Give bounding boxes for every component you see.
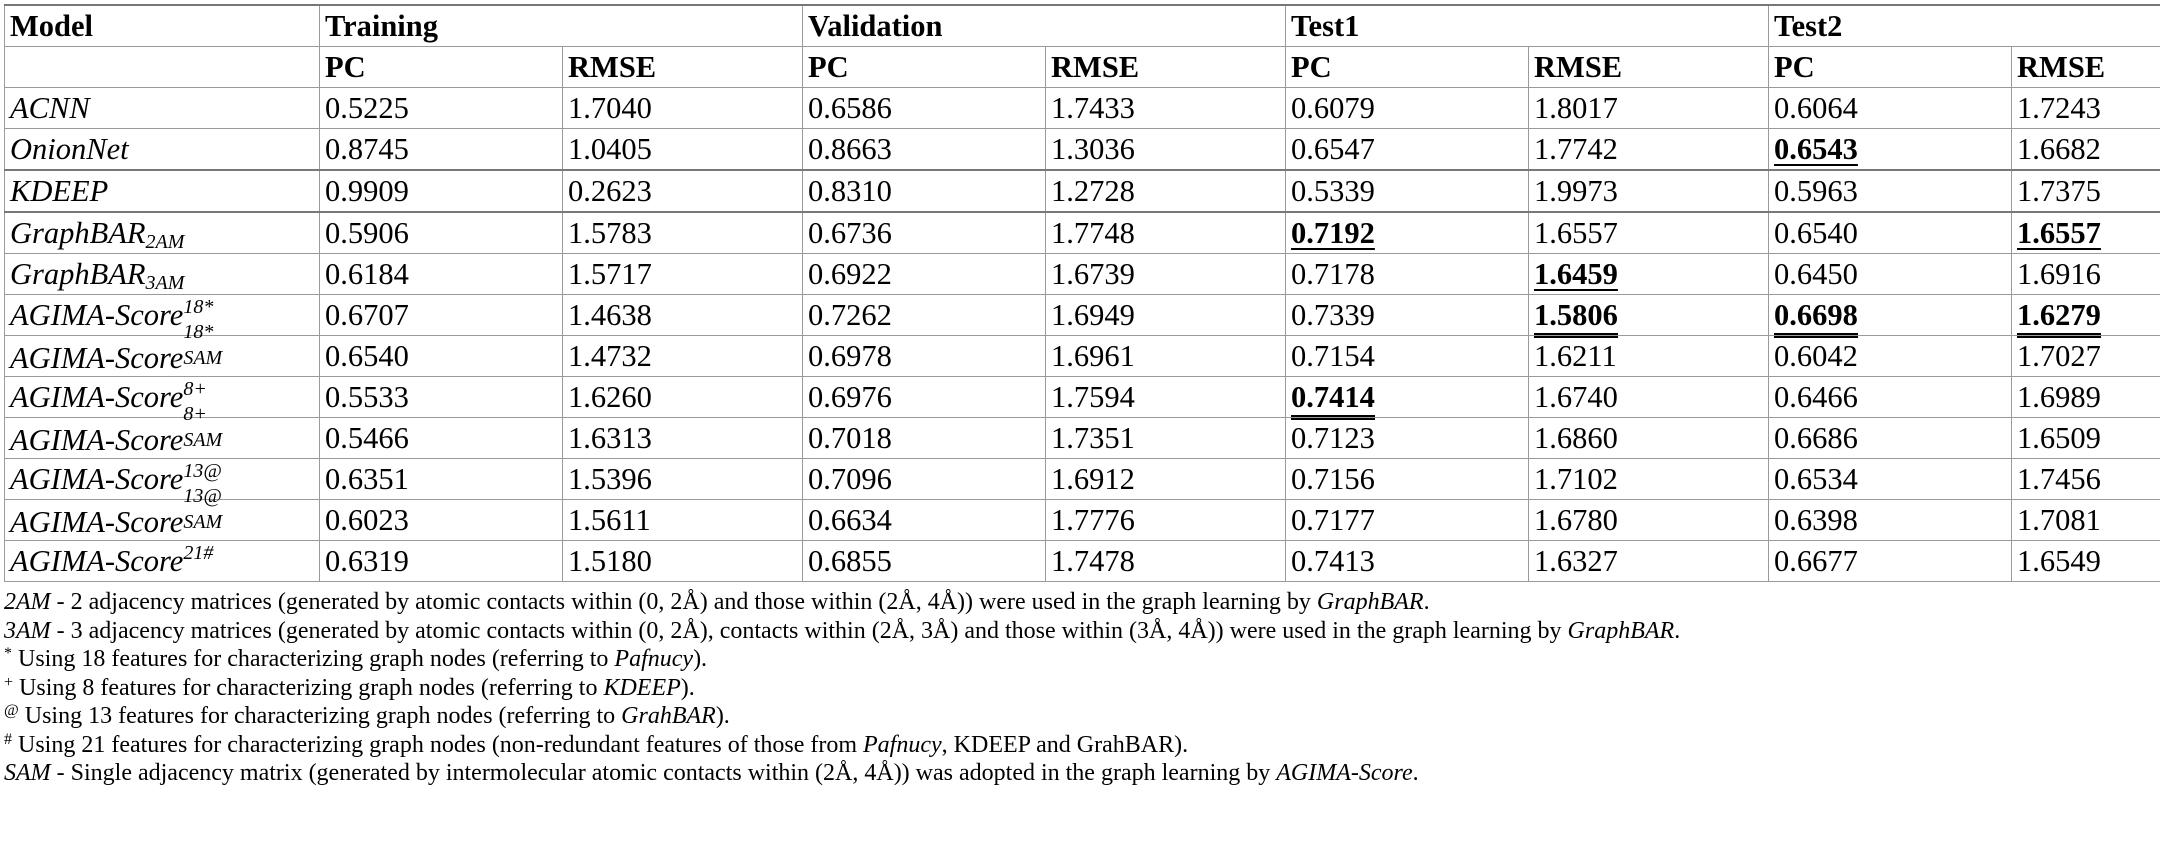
model-superscript: 8+	[183, 378, 207, 400]
value-cell	[320, 295, 563, 336]
value-cell	[563, 129, 803, 171]
model-name: GraphBAR	[10, 216, 146, 250]
value-cell	[1769, 418, 2012, 459]
value-cell	[563, 418, 803, 459]
header-group-test1: Test1	[1286, 5, 1769, 47]
model-subscript: SAM	[183, 512, 222, 532]
value-cell	[803, 500, 1046, 541]
metric-value: 1.6912	[1051, 462, 1135, 496]
metric-value: 1.6682	[2017, 132, 2101, 166]
metric-value: 0.6586	[808, 91, 892, 125]
footnote-end: .	[1674, 618, 1680, 644]
metric-value: 0.7178	[1291, 257, 1375, 291]
footnote-end: .	[1424, 589, 1430, 615]
metric-value: 0.6398	[1774, 503, 1858, 537]
footnote-reference: GraphBAR	[1317, 589, 1424, 615]
value-cell	[1286, 500, 1529, 541]
value-cell	[1046, 459, 1286, 500]
value-cell	[2012, 336, 2160, 377]
metric-value: 1.6211	[1534, 339, 1617, 373]
footnote	[4, 731, 2156, 760]
footnote	[4, 759, 2156, 788]
value-cell	[1286, 88, 1529, 129]
metric-value: 0.7413	[1291, 544, 1375, 578]
model-name: GraphBAR	[10, 257, 146, 291]
value-cell	[1529, 212, 1769, 254]
value-cell	[320, 500, 563, 541]
table-body	[5, 88, 2160, 582]
footnote-reference: KDEEP	[603, 675, 680, 701]
value-cell	[803, 295, 1046, 336]
header-row-metrics	[5, 47, 2160, 88]
metric-value: 1.7748	[1051, 216, 1135, 250]
value-cell	[563, 88, 803, 129]
value-cell	[1529, 170, 1769, 212]
value-cell	[803, 377, 1046, 418]
metric-value: 0.6543	[1774, 132, 1858, 166]
value-cell	[803, 88, 1046, 129]
footnote-reference: AGIMA-Score	[1276, 760, 1412, 786]
model-superscript: 21#	[183, 542, 213, 564]
footnote-end: ).	[716, 703, 730, 729]
footnote-text: - Single adjacency matrix (generated by intermolecular atomic contacts within (2Å, 4Å)) was adopted in the graph learning by	[51, 760, 1277, 786]
header-metric: RMSE	[1529, 47, 1769, 88]
value-cell	[2012, 212, 2160, 254]
value-cell	[1529, 336, 1769, 377]
value-cell	[563, 500, 803, 541]
value-cell	[803, 170, 1046, 212]
model-name-cell	[5, 500, 320, 541]
metric-value: 1.7433	[1051, 91, 1135, 125]
model-name-cell	[5, 88, 320, 129]
header-row-groups	[5, 5, 2160, 47]
footnote-term: 2AM	[4, 589, 51, 615]
metric-value: 1.7081	[2017, 503, 2101, 537]
metric-value: 1.6916	[2017, 257, 2101, 291]
value-cell	[1769, 336, 2012, 377]
value-cell	[2012, 295, 2160, 336]
metric-value: 0.6976	[808, 380, 892, 414]
model-name: AGIMA-Score	[10, 423, 183, 457]
metric-value: 1.6739	[1051, 257, 1135, 291]
metric-value: 1.2728	[1051, 174, 1135, 208]
metric-value: 0.6540	[1774, 216, 1858, 250]
metric-value: 1.6740	[1534, 380, 1618, 414]
model-name: KDEEP	[10, 174, 108, 208]
value-cell	[563, 170, 803, 212]
metric-value: 0.8310	[808, 174, 892, 208]
footnote-term: SAM	[4, 760, 51, 786]
value-cell	[320, 377, 563, 418]
metric-value: 0.7156	[1291, 462, 1375, 496]
table-row	[5, 459, 2160, 500]
value-cell	[1769, 541, 2012, 582]
value-cell	[1529, 295, 1769, 336]
metric-value: 0.9909	[325, 174, 409, 208]
model-name-cell	[5, 295, 320, 336]
metric-value: 0.6707	[325, 298, 409, 332]
metric-value: 1.5783	[568, 216, 652, 250]
metric-value: 0.7414	[1291, 380, 1375, 420]
value-cell	[320, 336, 563, 377]
value-cell	[1769, 170, 2012, 212]
metric-value: 0.8745	[325, 132, 409, 166]
header-metric: RMSE	[2012, 47, 2160, 88]
metric-value: 1.6557	[1534, 216, 1618, 250]
model-annotation	[183, 338, 243, 368]
model-name: AGIMA-Score	[10, 544, 183, 578]
model-name-cell	[5, 212, 320, 254]
metric-value: 0.6319	[325, 544, 409, 578]
metric-value: 0.6351	[325, 462, 409, 496]
metric-value: 1.7594	[1051, 380, 1135, 414]
metric-value: 0.6023	[325, 503, 409, 537]
footnote-reference: GrahBAR	[621, 703, 716, 729]
model-subscript: 2AM	[146, 231, 185, 253]
value-cell	[1769, 88, 2012, 129]
metric-value: 1.7776	[1051, 503, 1135, 537]
value-cell	[1046, 254, 1286, 295]
metric-value: 0.7123	[1291, 421, 1375, 455]
table-row	[5, 88, 2160, 129]
metric-value: 0.7192	[1291, 216, 1375, 250]
model-superscript: 13@	[183, 486, 221, 506]
footnote-end: , KDEEP and GrahBAR).	[942, 732, 1188, 758]
value-cell	[320, 170, 563, 212]
metric-value: 0.7262	[808, 298, 892, 332]
header-metric: RMSE	[563, 47, 803, 88]
metric-value: 0.6547	[1291, 132, 1375, 166]
metric-value: 1.7375	[2017, 174, 2101, 208]
metric-value: 1.6557	[2017, 216, 2101, 250]
footnote-mark: +	[4, 674, 13, 691]
model-name: OnionNet	[10, 132, 129, 166]
footnote-reference: Pafnucy	[614, 646, 693, 672]
value-cell	[803, 129, 1046, 171]
footnote-term: 3AM	[4, 618, 51, 644]
value-cell	[1046, 295, 1286, 336]
metric-value: 0.6634	[808, 503, 892, 537]
value-cell	[1046, 129, 1286, 171]
value-cell	[1769, 129, 2012, 171]
value-cell	[1529, 88, 1769, 129]
metric-value: 1.6260	[568, 380, 652, 414]
metric-value: 1.6313	[568, 421, 652, 455]
value-cell	[2012, 459, 2160, 500]
model-superscript: 18*	[183, 322, 213, 342]
metric-value: 0.6698	[1774, 298, 1858, 338]
model-name: AGIMA-Score	[10, 462, 183, 496]
footnote	[4, 645, 2156, 674]
model-superscript: 18*	[183, 296, 213, 318]
header-metric: PC	[1286, 47, 1529, 88]
footnote-reference: Pafnucy	[863, 732, 942, 758]
table-row	[5, 418, 2160, 459]
header-metric: PC	[803, 47, 1046, 88]
metric-value: 1.5180	[568, 544, 652, 578]
value-cell	[2012, 170, 2160, 212]
value-cell	[2012, 129, 2160, 171]
value-cell	[1046, 377, 1286, 418]
metric-value: 1.6279	[2017, 298, 2101, 338]
table-row	[5, 541, 2160, 582]
metric-value: 0.7177	[1291, 503, 1375, 537]
metric-value: 0.7018	[808, 421, 892, 455]
table-row	[5, 170, 2160, 212]
metric-value: 0.8663	[808, 132, 892, 166]
metric-value: 1.7040	[568, 91, 652, 125]
value-cell	[1769, 212, 2012, 254]
metric-value: 1.5717	[568, 257, 652, 291]
metric-value: 1.4638	[568, 298, 652, 332]
value-cell	[320, 254, 563, 295]
value-cell	[1529, 377, 1769, 418]
value-cell	[2012, 541, 2160, 582]
model-name: ACNN	[10, 91, 90, 125]
value-cell	[1286, 254, 1529, 295]
footnote	[4, 617, 2156, 646]
value-cell	[1769, 295, 2012, 336]
metric-value: 0.5533	[325, 380, 409, 414]
metric-value: 0.6736	[808, 216, 892, 250]
footnote-text: Using 18 features for characterizing graph nodes (referring to	[18, 646, 614, 672]
metric-value: 0.6042	[1774, 339, 1858, 373]
value-cell	[1286, 541, 1529, 582]
metric-value: 1.4732	[568, 339, 652, 373]
metric-value: 0.6079	[1291, 91, 1375, 125]
model-superscript: 8+	[183, 404, 207, 424]
table-row	[5, 254, 2160, 295]
value-cell	[2012, 88, 2160, 129]
model-subscript: SAM	[183, 430, 222, 450]
value-cell	[803, 418, 1046, 459]
model-name: AGIMA-Score	[10, 505, 183, 539]
header-model: Model	[5, 5, 320, 47]
model-name: AGIMA-Score	[10, 341, 183, 375]
table-row	[5, 336, 2160, 377]
value-cell	[1286, 377, 1529, 418]
header-empty	[5, 47, 320, 88]
model-name: AGIMA-Score	[10, 380, 183, 414]
metric-value: 1.3036	[1051, 132, 1135, 166]
value-cell	[1769, 254, 2012, 295]
value-cell	[563, 254, 803, 295]
value-cell	[1529, 254, 1769, 295]
metric-value: 1.5806	[1534, 298, 1618, 338]
metric-value: 1.9973	[1534, 174, 1618, 208]
metric-value: 0.7154	[1291, 339, 1375, 373]
metric-value: 0.6677	[1774, 544, 1858, 578]
metric-value: 1.8017	[1534, 91, 1618, 125]
footnote-end: ).	[693, 646, 707, 672]
model-annotation	[183, 502, 243, 532]
value-cell	[320, 129, 563, 171]
footnote	[4, 674, 2156, 703]
value-cell	[2012, 254, 2160, 295]
value-cell	[320, 459, 563, 500]
value-cell	[1529, 459, 1769, 500]
value-cell	[803, 212, 1046, 254]
metric-value: 1.6509	[2017, 421, 2101, 455]
metric-value: 0.7339	[1291, 298, 1375, 332]
value-cell	[1046, 418, 1286, 459]
model-name-cell	[5, 377, 320, 418]
model-name-cell	[5, 254, 320, 295]
footnote-mark: #	[4, 731, 12, 748]
metric-value: 1.6780	[1534, 503, 1618, 537]
value-cell	[1046, 88, 1286, 129]
header-metric: RMSE	[1046, 47, 1286, 88]
value-cell	[1046, 541, 1286, 582]
metric-value: 0.6855	[808, 544, 892, 578]
results-table	[4, 4, 2160, 582]
footnote-text: Using 8 features for characterizing graph nodes (referring to	[19, 675, 603, 701]
value-cell	[1769, 377, 2012, 418]
footnote-text: Using 13 features for characterizing graph nodes (referring to	[25, 703, 621, 729]
header-group-validation: Validation	[803, 5, 1286, 47]
model-name-cell	[5, 170, 320, 212]
metric-value: 0.6184	[325, 257, 409, 291]
value-cell	[563, 377, 803, 418]
metric-value: 1.6327	[1534, 544, 1618, 578]
model-name-cell	[5, 541, 320, 582]
value-cell	[803, 459, 1046, 500]
value-cell	[1046, 500, 1286, 541]
value-cell	[1529, 129, 1769, 171]
model-annotation	[183, 420, 243, 450]
results-table-figure	[4, 4, 2156, 788]
metric-value: 1.6549	[2017, 544, 2101, 578]
table-row	[5, 295, 2160, 336]
metric-value: 1.7742	[1534, 132, 1618, 166]
metric-value: 1.6949	[1051, 298, 1135, 332]
metric-value: 0.7096	[808, 462, 892, 496]
metric-value: 0.5963	[1774, 174, 1858, 208]
footnote-reference: GraphBAR	[1568, 618, 1675, 644]
metric-value: 0.6450	[1774, 257, 1858, 291]
value-cell	[2012, 377, 2160, 418]
value-cell	[1286, 212, 1529, 254]
metric-value: 0.6922	[808, 257, 892, 291]
table-row	[5, 212, 2160, 254]
metric-value: 0.6466	[1774, 380, 1858, 414]
value-cell	[1286, 129, 1529, 171]
value-cell	[1529, 500, 1769, 541]
metric-value: 0.6534	[1774, 462, 1858, 496]
metric-value: 0.6064	[1774, 91, 1858, 125]
metric-value: 1.7243	[2017, 91, 2101, 125]
value-cell	[803, 254, 1046, 295]
footnote-text: - 2 adjacency matrices (generated by atomic contacts within (0, 2Å) and those within (2Å, 4Å)) were used in the graph learning by	[51, 589, 1317, 615]
footnote-mark: @	[4, 702, 19, 719]
value-cell	[1286, 418, 1529, 459]
value-cell	[563, 336, 803, 377]
value-cell	[1286, 336, 1529, 377]
header-group-training: Training	[320, 5, 803, 47]
value-cell	[320, 212, 563, 254]
value-cell	[1769, 459, 2012, 500]
header-metric: PC	[320, 47, 563, 88]
header-metric: PC	[1769, 47, 2012, 88]
value-cell	[1529, 418, 1769, 459]
value-cell	[563, 459, 803, 500]
metric-value: 0.6540	[325, 339, 409, 373]
model-name: AGIMA-Score	[10, 298, 183, 332]
model-name-cell	[5, 336, 320, 377]
metric-value: 0.5339	[1291, 174, 1375, 208]
value-cell	[1286, 295, 1529, 336]
metric-value: 0.2623	[568, 174, 652, 208]
model-name-cell	[5, 129, 320, 171]
metric-value: 1.5611	[568, 503, 651, 537]
table-footnotes	[4, 588, 2156, 788]
value-cell	[1286, 170, 1529, 212]
value-cell	[2012, 418, 2160, 459]
model-subscript: SAM	[183, 348, 222, 368]
metric-value: 0.5466	[325, 421, 409, 455]
model-name-cell	[5, 459, 320, 500]
value-cell	[803, 336, 1046, 377]
model-superscript: 13@	[183, 460, 221, 482]
metric-value: 1.7456	[2017, 462, 2101, 496]
metric-value: 1.7102	[1534, 462, 1618, 496]
value-cell	[2012, 500, 2160, 541]
value-cell	[563, 295, 803, 336]
metric-value: 1.7027	[2017, 339, 2101, 373]
footnote-mark: *	[4, 645, 12, 662]
metric-value: 0.6978	[808, 339, 892, 373]
value-cell	[1046, 336, 1286, 377]
metric-value: 1.5396	[568, 462, 652, 496]
value-cell	[1769, 500, 2012, 541]
value-cell	[803, 541, 1046, 582]
model-subscript: 3AM	[146, 272, 185, 294]
value-cell	[320, 418, 563, 459]
metric-value: 1.0405	[568, 132, 652, 166]
header-group-test2: Test2	[1769, 5, 2160, 47]
footnote-text: - 3 adjacency matrices (generated by atomic contacts within (0, 2Å), contacts within (2Å, 3Å) and those within (3Å, 4Å)) were used in the graph learning by	[51, 618, 1568, 644]
metric-value: 0.5906	[325, 216, 409, 250]
value-cell	[563, 212, 803, 254]
value-cell	[1046, 170, 1286, 212]
model-name-cell	[5, 418, 320, 459]
value-cell	[1046, 212, 1286, 254]
metric-value: 1.6989	[2017, 380, 2101, 414]
metric-value: 0.6686	[1774, 421, 1858, 455]
value-cell	[320, 88, 563, 129]
footnote	[4, 702, 2156, 731]
footnote-end: ).	[681, 675, 695, 701]
table-row	[5, 377, 2160, 418]
metric-value: 1.7478	[1051, 544, 1135, 578]
table-row	[5, 129, 2160, 171]
value-cell	[320, 541, 563, 582]
metric-value: 1.6459	[1534, 257, 1618, 291]
footnote-text: Using 21 features for characterizing graph nodes (non-redundant features of those from	[18, 732, 863, 758]
footnote-end: .	[1413, 760, 1419, 786]
metric-value: 1.6860	[1534, 421, 1618, 455]
value-cell	[1286, 459, 1529, 500]
table-row	[5, 500, 2160, 541]
metric-value: 1.7351	[1051, 421, 1135, 455]
footnote	[4, 588, 2156, 617]
metric-value: 0.5225	[325, 91, 409, 125]
metric-value: 1.6961	[1051, 339, 1135, 373]
value-cell	[563, 541, 803, 582]
value-cell	[1529, 541, 1769, 582]
